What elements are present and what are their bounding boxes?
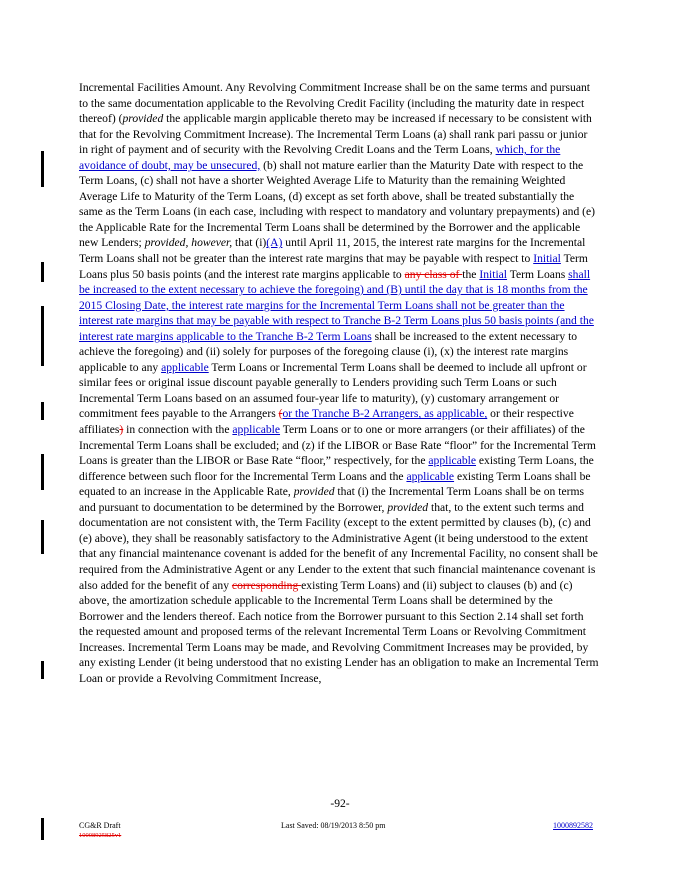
footer-doc-id: 1000892582 (553, 821, 593, 830)
change-bar (41, 661, 44, 679)
text-run: Term Loans (507, 267, 569, 281)
inserted-text: applicable (406, 469, 455, 483)
change-bar (41, 402, 44, 420)
italic-text: provided (387, 500, 429, 514)
deleted-text: ( (278, 407, 283, 421)
italic-text: provided (293, 485, 335, 499)
inserted-text: applicable (232, 423, 281, 437)
italic-text: provided, however, (144, 236, 233, 250)
change-bar (41, 151, 44, 187)
inserted-text: (A) (266, 236, 283, 250)
text-run: until April 11, 2015, the interest rate margins for the Incremental Term Loans shall not be greater than the interest rate margins that may be payable with respect to (79, 236, 586, 266)
footer-draft-text: CG&R Draft (79, 821, 121, 830)
footer-last-saved: Last Saved: 08/19/2013 8:50 pm (281, 821, 386, 830)
change-bar (41, 520, 44, 554)
italic-text: provided (122, 112, 164, 126)
change-bar (41, 262, 44, 282)
page-number: -92- (330, 797, 350, 810)
text-run: Term Loans plus 50 basis points (and the interest rate margins applicable to (79, 252, 588, 281)
text-run: or their respective affiliates (79, 407, 574, 437)
footer-deleted-doc-id: 10008925825v1 (79, 832, 122, 839)
text-run: Incremental Facilities Amount. Any Revolving Commitment Increase shall be on the same terms and pursuant to the same documentation applicable to the Revolving Credit Facility (including the maturity date in respect thereof) ( (79, 81, 590, 126)
text-run: in connection with the (123, 423, 233, 437)
text-run: Term Loans or Incremental Term Loans shall be deemed to include all upfront or similar fees or original issue discount payable generally to Lenders providing such Term Loans or such Incremental Term Loans based on an assumed four-year life to maturity), (y) customary arrangement or commitment fees payable to the Arrangers (79, 360, 587, 421)
inserted-text: applicable (161, 360, 209, 374)
text-run: (b) shall not mature earlier than the Maturity Date with respect to the Term Loans, (c) shall not have a shorter Weighted Average Life to Maturity than the remaining Weighted Average Life to Maturity of the Term Loans, (d) except as set forth above, shall be treated substantially the same as the Term Loans (in each case, including with respect to mandatory and voluntary prepayments) and (e) the Applicable Rate for the Incremental Term Loans shall be determined by the Borrower and the applicable new Lenders; (79, 158, 596, 250)
inserted-text: which, for the avoidance of doubt, may be unsecured, (79, 143, 561, 172)
text-run: the applicable margin applicable thereto may be increased if necessary to be consistent with that for the Revolving Commitment Increase). The Incremental Term Loans (a) shall rank pari passu or junior in right of payment and of security with the Revolving Credit Loans and the Term Loans, (79, 112, 592, 157)
text-run: that (i) (232, 236, 267, 250)
inserted-text: Initial (479, 267, 508, 281)
change-bar (41, 454, 44, 490)
text-run: Term Loans or to one or more arrangers (or their affiliates) of the Incremental Term Loans shall be excluded; and (z) if the LIBOR or Base Rate “floor” for the Incremental Term Loans is greater than the LIBOR or Base Rate “floor,” respectively, for the (79, 423, 596, 468)
inserted-text: Initial (533, 252, 561, 266)
text-run: that, to the extent such terms and documentation are not consistent with, the Term Facility (except to the extent permitted by clauses (b), (c) and (e) above), they shall be reasonably satisfactory to the Administrative Agent (it being understood to the extent that any financial maintenance covenant is added for the benefit of any Incremental Facility, no consent shall be required from the Administrative Agent or any Lender to the extent that such financial maintenance covenant is also added for the benefit of any (79, 500, 598, 592)
deleted-text: any class of (404, 267, 463, 281)
text-run: existing Term Loans shall be equated to an increase in the Applicable Rate, (79, 469, 591, 499)
text-run: that (i) the Incremental Term Loans shall be on terms and pursuant to documentation to be determined by the Borrower, (79, 485, 584, 514)
deleted-text: corresponding (231, 578, 302, 592)
inserted-text: shall be increased to the extent necessary to achieve the foregoing) and (B) until the day that is 18 months from the 2015 Closing Date, the interest rate margins for the Incremental Term Loans shall not be greater than the interest rate margins that may be payable with respect to Tranche B-2 Term Loans plus 50 basis points (and the interest rate margins applicable to the Tranche B-2 Term Loans (79, 267, 594, 343)
change-bar (41, 818, 44, 840)
text-run: existing Term Loans) and (ii) subject to clauses (b) and (c) above, the amortization schedule applicable to the Incremental Term Loans shall be determined by the Borrower and the lenders thereof. Each notice from the Borrower pursuant to this Section 2.14 shall set forth the requested amount and proposed terms of the relevant Incremental Term Loans or Revolving Commitment Increases. Incremental Term Loans may be made, and Revolving Commitment Increases may be provided, by any existing Lender (it being understood that no existing Lender has an obligation to make an Incremental Term Loan or provide a Revolving Commitment Increase, (79, 578, 599, 685)
inserted-text: applicable (428, 454, 477, 468)
change-bar (41, 306, 44, 366)
text-run: existing Term Loans, the difference between such floor for the Incremental Term Loans and the (79, 454, 594, 483)
footer-draft-label (79, 821, 121, 841)
deleted-text: ) (119, 423, 124, 437)
body-paragraph (79, 80, 599, 686)
text-run: the (462, 267, 480, 281)
inserted-text: or the Tranche B-2 Arrangers, as applicable, (282, 407, 488, 421)
text-run: shall be increased to the extent necessary to achieve the foregoing) and (ii) solely for purposes of the foregoing clause (i), (x) the interest rate margins applicable to any (79, 329, 578, 374)
